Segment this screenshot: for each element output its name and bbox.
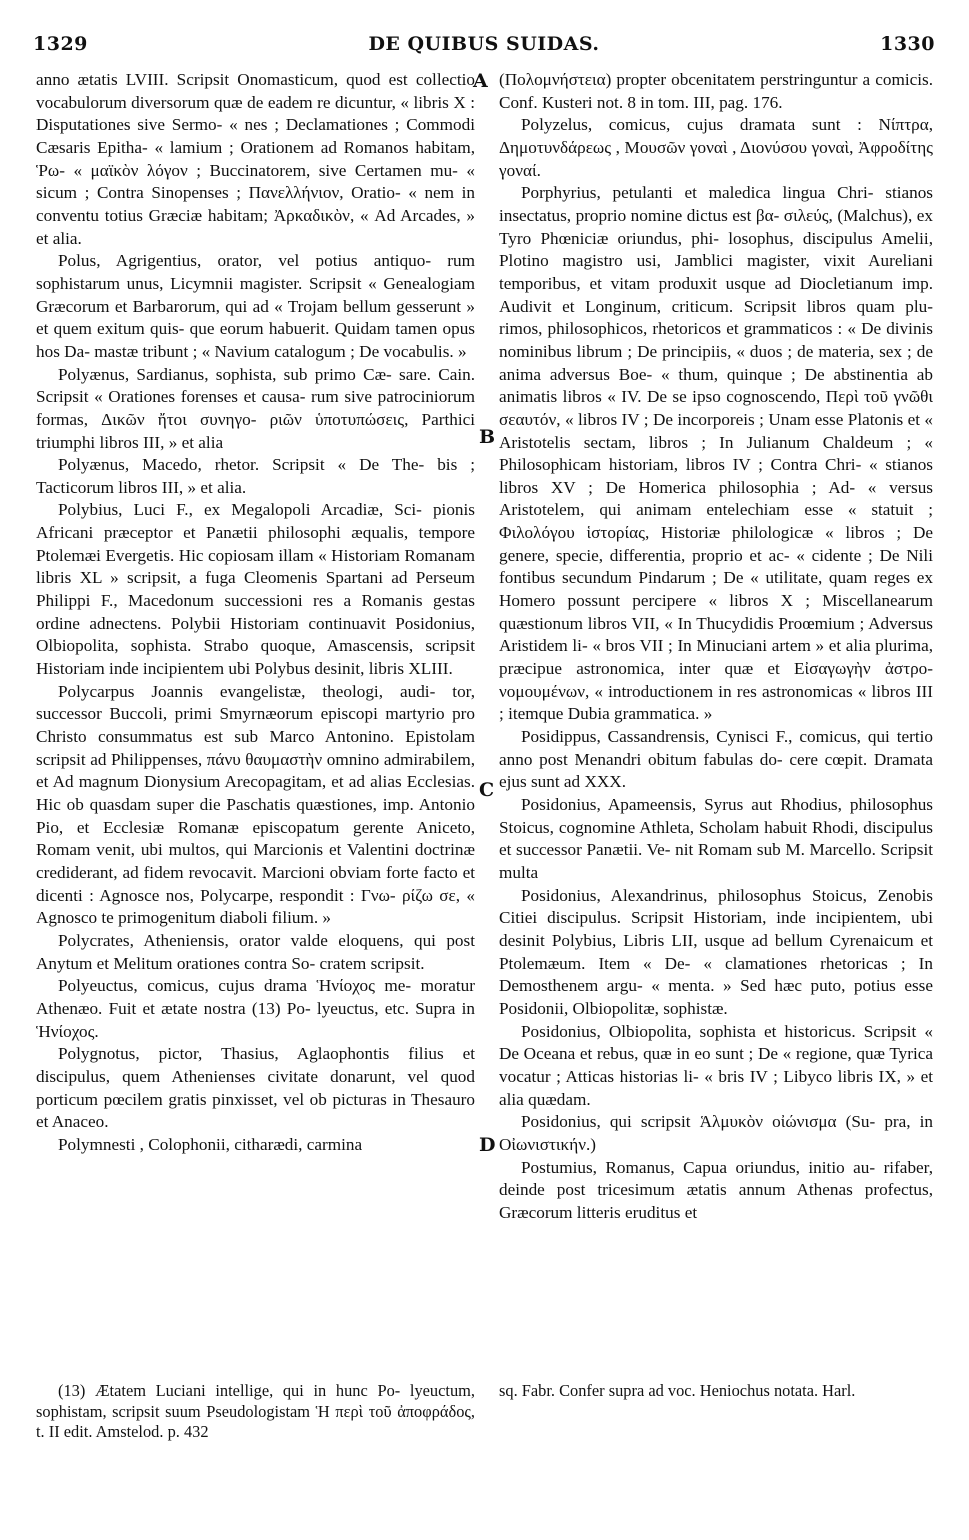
paragraph: Porphyrius, petulanti et maledica lingua Chri- stianos insectatus, proprio nomine dictus est βα- σιλεύς, (Malchus), ex Tyro Phœniciæ oriundus, phi- losophus, discipulus Amelii, Plotino magistro usi, Jamblici magister, vixit Aureliani temporibus, et vitam produxit usque ad Diocletianum imp. Audivit et Longinum, criticum. Scripsit libros quam plu- rimos, philosophicos, rhetoricos et grammaticos : « De divinis nominibus librum ; De principiis, « duos ; de materia, sex ; de anima adversus Boe- « thum, quinque ; De abstinentia ab animatis libros « IV. De se ipso cognoscendo, Περὶ τοῦ γνῶθι σεαυτόν, « libros IV ; De incorporeis ; Unam esse Platonis et « Aristotelis sectam, libros ; In Julianum Chaldeum ; « Philosophicam historiam, libros IV ; Contra Chri- « stianos libros XV ; De Homerica philosophia ; Ad- « versus Aristotelem, qui animam entelechiam esse « statuit ; Φιλολόγου ἱστορίας, Historiæ philologicæ « libros ; De genere, specie, differentia, proprio et ac- « cidente ; De Nili fontibus secundum Pindarum ; De « utilitate, quam reges ex Homero possunt percipere « libros X ; Miscellanearum quæstionum libros VII, « In Thucydidis Proœmium ; Adversus Aristidem li- « bros VII ; In Minuciani artem » et alia plurima, præcipue astronomica, inter quæ et Εἰσαγωγὴν ἀστρο- νομουμένων, « introductionem in res astronomicas « libros III ; itemque Dubia grammatica. » [499, 183, 933, 724]
footnote-text: sq. Fabr. Confer supra ad voc. Heniochus notata. Harl. [499, 1381, 856, 1400]
paragraph: Polycarpus Joannis evangelistæ, theologi, audi- tor, successor Buccoli, primi Smyrnæorum episcopi martyrio pro Christo consummatus est sub Marco Antonino. Epistolam scripsit ad Philippenses, πάνυ θαυμαστὴν omnino admirabilem, et Ad magnum Dionysium Arecopagitam, et ad alias Ecclesias. Hic ob quasdam super die Paschatis quæstiones, imp. Antonio Pio, et Ecclesiæ Romanæ episcopatum gerente Aniceto, Romam venit, ubi multos, qui Marcionis et Valentini doctrinæ crediderant, ad fidem revocavit. Marcioni obviam forte facto et dicenti : Agnosce nos, Polycarpe, respondit : Γνω- ρίζω σε, « Agnosco te primogenitum diaboli filium. » [36, 681, 475, 928]
footnote-text: (13) Ætatem Luciani intellige, qui in hunc Po- lyeuctum, sophistam, scripsit suum Pseudologistam Ἡ περὶ τοῦ ἀποφράδος, t. II edit. Amstelod. p. 432 [36, 1381, 475, 1441]
right-column [499, 69, 933, 1224]
paragraph: Posidonius, Olbiopolita, sophista et historicus. Scripsit « De Oceana et rebus, quæ in eo sunt ; De « regione, quæ Tyrica vocatur ; Atticas historias li- « bris IV ; Libyco libris IX, » et alia quædam. [499, 1021, 933, 1109]
left-column [36, 69, 475, 1157]
paragraph: (Πολομνήστεια) propter obcenitatem perstringuntur a comicis. Conf. Kusteri not. 8 in tom. III, pag. 176. [499, 70, 933, 112]
paragraph: Polyeuctus, comicus, cujus drama Ἡνίοχος me- moratur Athenæo. Fuit et ætate nostra (13) Po- lyeuctus, etc. Supra in Ἡνίοχος. [36, 976, 475, 1041]
footnote-right [499, 1381, 933, 1402]
paragraph: Postumius, Romanus, Capua oriundus, initio au- rifaber, deinde post tricesimum ætatis annum Athenas profectus, Græcorum litteris eruditus et [499, 1157, 933, 1222]
paragraph: Polymnesti , Colophonii, citharædi, carmina [58, 1134, 363, 1154]
margin-letter-d: D [479, 1134, 496, 1156]
paragraph: Polygnotus, pictor, Thasius, Aglaophontis filius et discipulus, quem Athenienses civitate donarunt, vel quod porticum pœcilem gratis pinxisset, vel ob picturas in Thesauro et Anaceo. [36, 1044, 475, 1132]
right-page-number: 1330 [880, 33, 935, 55]
paragraph: Posidonius, qui scripsit Ἁλμυκὸν οἰώνισμα (Su- pra, in Οἰωνιστικήν.) [499, 1112, 933, 1154]
margin-letter-b: B [479, 426, 496, 448]
paragraph: Polus, Agrigentius, orator, vel potius antiquo- rum sophistarum unus, Licymnii magister. Scripsit « Genealogiam Græcorum et Barbarorum, qui ad « Trojam bellum gesserunt » et quem exitum quis- que eorum habuerit. Quidam tamen opus hos Da- mastæ tribunt ; « Navium catalogum ; De vocabulis. » [36, 251, 475, 361]
margin-letter-c: C [479, 779, 495, 801]
paragraph: anno ætatis LVIII. Scripsit Onomasticum, quod est collectio vocabulorum diversorum quæ de eadem re dicuntur, « libris X : Disputationes sive Sermo- « nes ; Declamationes ; Commodi Cæsaris Epitha- « lamium ; Orationem ad Romanos habitam, Ῥω- « μαϊκὸν λόγον ; Buccinatorem, sive Certamen mu- « sicum ; Contra Sinopenses ; Πανελλήνιον, Oratio- « nem in conventu totius Græciæ habitam; Ἀρκαδικὸν, « Ad Arcades, » et alia. [36, 70, 475, 248]
paragraph: Posidonius, Apameensis, Syrus aut Rhodius, philosophus Stoicus, cognomine Athleta, Scholam habuit Rhodi, discipulus et successor Panætii. Ve- nit Romam sub M. Marcello. Scripsit multa [499, 795, 933, 882]
left-page-number: 1329 [33, 33, 88, 55]
paragraph: Polycrates, Atheniensis, orator valde eloquens, qui post Anytum et Melitum orationes contra So- cratem scripsit. [36, 930, 475, 973]
margin-letter-a: A [473, 70, 488, 92]
paragraph: Polyzelus, comicus, cujus dramata sunt : Νίπτρα, Δημοτυνδάρεως , Μουσῶν γοναὶ , Διονύσου γοναὶ, Ἀφροδίτης γοναί. [499, 115, 933, 180]
footnote-left [36, 1381, 475, 1443]
paragraph: Posidonius, Alexandrinus, philosophus Stoicus, Zenobis Citiei discipulus. Scripsit Historiam, inde incipientem, ubi desinit Polybius, Libris LII, usque ad bellum Cyrenaicum et Ptolemæum. Item « De- « clamationes rhetoricas ; In Demosthenem argu- « menta. » Sed hæc puto, potius esse Posidonii, Olbiopolitæ, sophistæ. [499, 885, 933, 1018]
paragraph: Polyænus, Sardianus, sophista, sub primo Cæ- sare. Cain. Scripsit « Orationes forenses et causa- rum sive patrociniorum formas, Δικῶν ἤτοι συνηγο- ριῶν ὑποτυπώσεις, Parthici triumphi libros III, » et alia [36, 364, 475, 452]
running-title: DE QUIBUS SUIDAS. [368, 33, 600, 55]
paragraph: Posidippus, Cassandrensis, Cynisci F., comicus, qui tertio anno post Menandri obitum fabulas do- cere cœpit. Dramata ejus sunt ad XXX. [499, 727, 933, 792]
paragraph: Polybius, Luci F., ex Megalopoli Arcadiæ, Sci- pionis Africani præceptor et Panætii philosophi æqualis, tempore Ptolemæi Evergetis. Hic copiosam illam « Historiam Romanam libris XL » scripsit, a fuga Cleomenis Spartani ad Perseum Philippi F., Macedonum successioni res a Romanis gestas ordine adnectens. Polybii Historiam continuavit Posidonius, Olbiopolita, sophista. Strabo quoque, Amascensis, scripsit Historiam inde incipientem ubi Polybus desinit, libris XLIII. [36, 500, 475, 679]
paragraph: Polyænus, Macedo, rhetor. Scripsit « De The- bis ; Tacticorum libros III, » et alia. [36, 455, 475, 497]
page-header [33, 33, 935, 63]
